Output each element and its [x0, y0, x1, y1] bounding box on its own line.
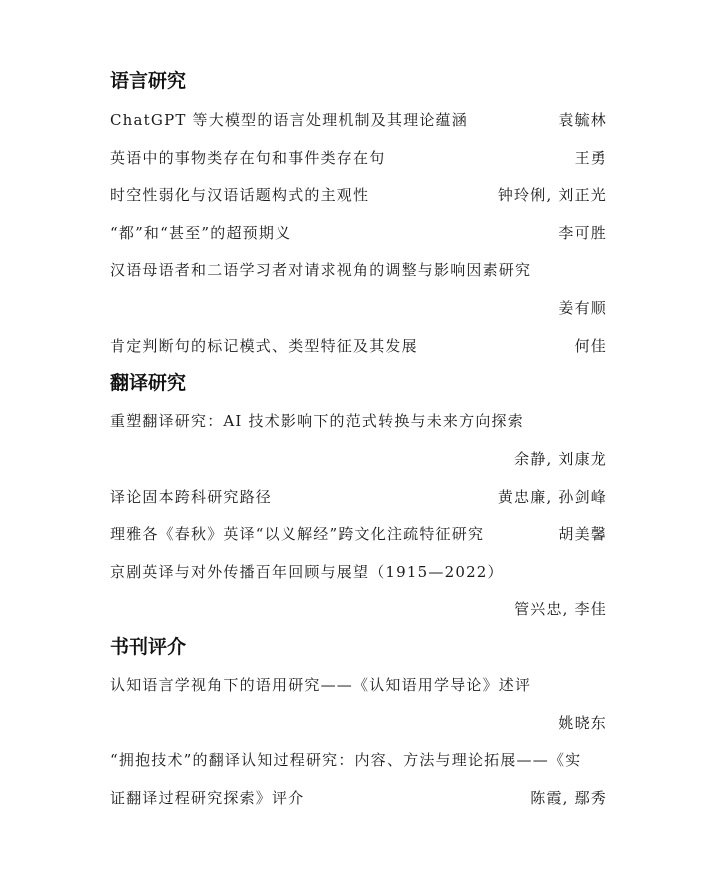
toc-entry[interactable] — [110, 560, 607, 584]
entry-author: 管兴忠, 李佳 — [514, 600, 607, 618]
toc-entry-author-line — [110, 597, 607, 621]
entry-title: 译论固本跨科研究路径 — [110, 488, 273, 506]
entry-title: 汉语母语者和二语学习者对请求视角的调整与影响因素研究 — [110, 261, 532, 279]
entry-title: 京剧英译与对外传播百年回顾与展望（1915—2022） — [110, 563, 504, 581]
entry-title: 英语中的事物类存在句和事件类存在句 — [110, 149, 386, 167]
toc-entry[interactable] — [110, 409, 607, 433]
toc-entry[interactable] — [110, 485, 607, 509]
entry-title: 认知语言学视角下的语用研究——《认知语用学导论》述评 — [110, 676, 532, 694]
entry-title: 重塑翻译研究：AI 技术影响下的范式转换与未来方向探索 — [110, 412, 524, 430]
toc-entry[interactable] — [110, 108, 607, 132]
entry-author: 袁毓林 — [558, 111, 607, 129]
toc-entry[interactable] — [110, 221, 607, 245]
toc-entry[interactable] — [110, 522, 607, 546]
toc-entry[interactable] — [110, 183, 607, 207]
entry-title: 证翻译过程研究探索》评介 — [110, 789, 305, 807]
section-heading-reviews: 书刊评介 — [110, 636, 187, 658]
entry-author: 姜有顺 — [558, 299, 607, 317]
toc-entry-continuation[interactable] — [110, 786, 607, 810]
entry-title: ChatGPT 等大模型的语言处理机制及其理论蕴涵 — [110, 111, 468, 129]
entry-author: 李可胜 — [558, 224, 607, 242]
entry-author: 何佳 — [574, 337, 607, 355]
toc-entry[interactable] — [110, 258, 607, 282]
entry-author: 黄忠廉, 孙剑峰 — [497, 488, 607, 506]
entry-author: 胡美馨 — [558, 525, 607, 543]
toc-entry[interactable] — [110, 673, 607, 697]
toc-entry[interactable] — [110, 748, 607, 772]
toc-entry[interactable] — [110, 334, 607, 358]
toc-entry-author-line — [110, 447, 607, 471]
entry-title: “拥抱技术”的翻译认知过程研究：内容、方法与理论拓展——《实 — [110, 751, 582, 769]
toc-entry-author-line — [110, 296, 607, 320]
entry-author: 王勇 — [574, 149, 607, 167]
toc-entry[interactable] — [110, 146, 607, 170]
toc-entry-author-line — [110, 711, 607, 735]
entry-title: “都”和“甚至”的超预期义 — [110, 224, 292, 242]
entry-author: 姚晓东 — [558, 714, 607, 732]
entry-author: 余静, 刘康龙 — [514, 450, 607, 468]
entry-author: 钟玲俐, 刘正光 — [497, 186, 607, 204]
section-heading-language: 语言研究 — [110, 70, 187, 92]
entry-author: 陈霞, 鄢秀 — [530, 789, 607, 807]
entry-title: 肯定判断句的标记模式、类型特征及其发展 — [110, 337, 418, 355]
entry-title: 理雅各《春秋》英译“以义解经”跨文化注疏特征研究 — [110, 525, 485, 543]
entry-title: 时空性弱化与汉语话题构式的主观性 — [110, 186, 370, 204]
section-heading-translation: 翻译研究 — [110, 372, 187, 394]
